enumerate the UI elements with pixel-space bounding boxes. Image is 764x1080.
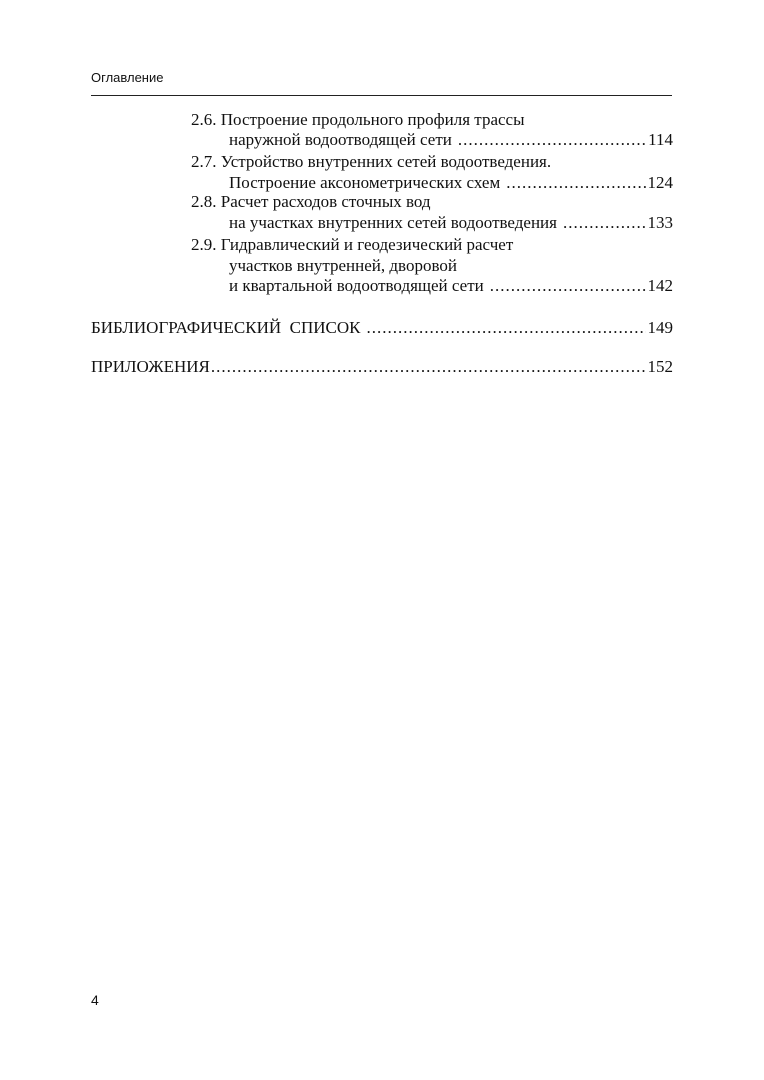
page-number: 4 xyxy=(91,992,99,1008)
toc-entry-title: 2.8. Расчет расходов сточных вод xyxy=(191,192,431,211)
toc-entry-text: на участках внутренних сетей водоотведения xyxy=(229,213,557,232)
toc-entry-text: и квартальной водоотводящей сети xyxy=(229,276,484,295)
toc-entry-title: 2.9. Гидравлический и геодезический расчет xyxy=(191,235,514,254)
toc-entry-text: наружной водоотводящей сети xyxy=(229,130,452,149)
dot-leader xyxy=(506,172,645,194)
dot-leader xyxy=(211,356,646,378)
toc-entry-text: участков внутренней, дворовой xyxy=(229,256,457,275)
dot-leader xyxy=(563,212,646,234)
toc-entry-last-line xyxy=(91,317,673,339)
dot-leader xyxy=(490,275,646,297)
toc-entry-last-line xyxy=(91,356,673,378)
toc-entry-text: БИБЛИОГРАФИЧЕСКИЙ СПИСОК xyxy=(91,318,361,337)
toc-entry-title: 2.6. Построение продольного профиля трассы xyxy=(191,110,525,129)
toc-entry-last-line xyxy=(229,275,673,297)
toc-entry-text: ПРИЛОЖЕНИЯ xyxy=(91,357,210,376)
toc-entry-last-line xyxy=(229,129,673,151)
toc-page-number: 124 xyxy=(647,173,673,192)
toc-entry-last-line xyxy=(229,212,673,234)
toc-page-number: 133 xyxy=(647,213,673,232)
toc-page-number: 149 xyxy=(647,318,673,337)
header-rule xyxy=(91,95,672,96)
running-head: Оглавление xyxy=(91,70,164,85)
toc-entry-text: Построение аксонометрических схем xyxy=(229,173,501,192)
toc-page-number: 142 xyxy=(647,276,673,295)
dot-leader xyxy=(367,317,646,339)
toc-entry-title: 2.7. Устройство внутренних сетей водоотведения. xyxy=(191,152,552,171)
toc-page-number: 152 xyxy=(647,357,673,376)
toc-page-number: 114 xyxy=(648,130,673,149)
dot-leader xyxy=(458,129,646,151)
